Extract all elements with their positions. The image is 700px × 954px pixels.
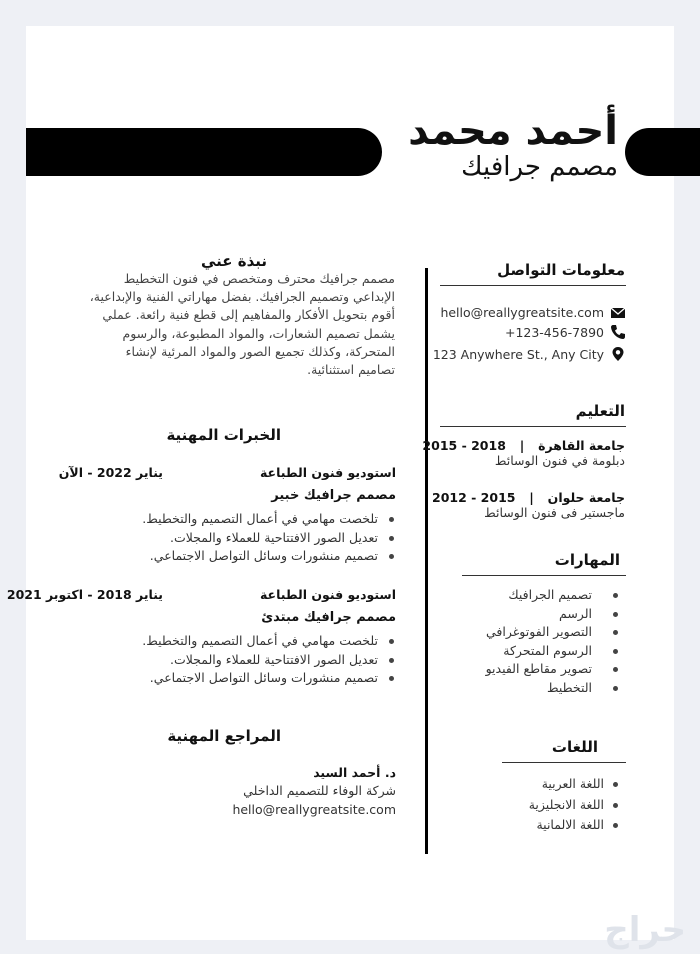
bullet-dot bbox=[389, 517, 394, 522]
about-line: يشمل تصميم الشعارات، والمواد المطبوعة، والرسوم bbox=[122, 325, 395, 341]
job-bullet: تصميم منشورات وسائل التواصل الاجتماعي. bbox=[149, 548, 378, 563]
skill-item: التخطيط bbox=[546, 680, 592, 695]
education-rule bbox=[440, 426, 626, 427]
bullet-dot bbox=[613, 803, 618, 808]
reference-organization: شركة الوفاء للتصميم الداخلي bbox=[243, 783, 396, 798]
school-years: 2015 - 2018 bbox=[422, 438, 506, 453]
header-band-left bbox=[26, 128, 382, 176]
job-title: مصمم جرافيك bbox=[461, 152, 618, 182]
job-dates: يناير 2018 - اكتوبر 2021 bbox=[6, 587, 163, 602]
location-pin-icon bbox=[610, 346, 626, 362]
about-heading: نبذة عني bbox=[200, 252, 267, 270]
separator: | bbox=[511, 438, 533, 453]
bullet-dot bbox=[613, 612, 618, 617]
skill-item: تصميم الجرافيك bbox=[508, 587, 592, 602]
job-bullet: تعديل الصور الافتتاحية للعملاء والمجلات. bbox=[169, 651, 378, 667]
language-item: اللغة العربية bbox=[541, 776, 604, 791]
education-item bbox=[422, 435, 625, 454]
contact-address: 123 Anywhere St., Any City bbox=[432, 347, 604, 362]
language-item: اللغة الالمانية bbox=[536, 817, 604, 832]
skills-heading: المهارات bbox=[554, 551, 620, 569]
about-line: المتحركة، وكذلك تجميع الصور والمواد المرئية لإنشاء bbox=[125, 343, 395, 359]
contact-email: hello@reallygreatsite.com bbox=[440, 305, 604, 320]
school-degree: دبلومة في فنون الوسائط bbox=[494, 453, 625, 468]
column-divider bbox=[425, 268, 428, 854]
school-name: جامعة حلوان bbox=[547, 490, 625, 505]
education-item bbox=[432, 487, 625, 506]
education-heading: التعليم bbox=[575, 402, 625, 420]
contact-heading: معلومات التواصل bbox=[497, 261, 625, 279]
references-heading: المراجع المهنية bbox=[167, 727, 281, 745]
skill-item: تصوير مقاطع الفيديو bbox=[485, 661, 592, 677]
school-degree: ماجستير فى فنون الوسائط bbox=[484, 505, 625, 520]
job-bullet: تصميم منشورات وسائل التواصل الاجتماعي. bbox=[149, 670, 378, 685]
bullet-dot bbox=[389, 554, 394, 559]
job-company: استوديو فنون الطباعة bbox=[259, 587, 396, 602]
school-name: جامعة القاهرة bbox=[538, 438, 625, 453]
about-line: تصاميم استثنائية. bbox=[307, 362, 395, 378]
language-item: اللغة الانجليزية bbox=[528, 796, 604, 812]
separator: | bbox=[520, 490, 543, 505]
job-company: استوديو فنون الطباعة bbox=[259, 465, 396, 480]
languages-heading: اللغات bbox=[551, 738, 598, 756]
bullet-dot bbox=[389, 658, 394, 663]
about-line: أقوم بتحويل الأفكار والمفاهيم إلى قطع فنية رائعة. عملي bbox=[102, 307, 395, 323]
job-bullet: تلخصت مهامي في أعمال التصميم والتخطيط. bbox=[142, 633, 378, 648]
reference-name: د. أحمد السيد bbox=[313, 765, 396, 780]
bullet-dot bbox=[613, 649, 618, 654]
about-line: الإبداعي وتصميم الجرافيك. بفضل مهاراتي الفنية والإبداعية، bbox=[89, 289, 395, 305]
skill-item: الرسم bbox=[559, 605, 592, 621]
skill-item: الرسوم المتحركة bbox=[503, 642, 592, 658]
school-years: 2012 - 2015 bbox=[432, 490, 516, 505]
bullet-dot bbox=[389, 676, 394, 681]
bullet-dot bbox=[613, 782, 618, 787]
job-role: مصمم جرافيك مبتدئ bbox=[261, 610, 396, 625]
phone-icon bbox=[610, 324, 626, 340]
contact-phone: +123-456-7890 bbox=[504, 325, 604, 340]
bullet-dot bbox=[389, 536, 394, 541]
job-dates: يناير 2022 - الآن bbox=[58, 465, 163, 480]
bullet-dot bbox=[613, 823, 618, 828]
languages-rule bbox=[502, 762, 626, 763]
skills-rule bbox=[462, 575, 626, 576]
about-paragraph bbox=[65, 270, 395, 379]
job-role: مصمم جرافيك خبير bbox=[271, 488, 396, 503]
contact-rule bbox=[440, 285, 626, 286]
about-line: مصمم جرافيك محترف ومتخصص في فنون التخطيط bbox=[123, 271, 395, 286]
job-bullet: تعديل الصور الافتتاحية للعملاء والمجلات. bbox=[169, 529, 378, 545]
watermark: حراج bbox=[604, 910, 686, 950]
header-band-right bbox=[625, 128, 700, 176]
bullet-dot bbox=[389, 639, 394, 644]
person-name: أحمد محمد bbox=[408, 108, 618, 154]
job-bullet: تلخصت مهامي في أعمال التصميم والتخطيط. bbox=[142, 511, 378, 526]
skill-item: التصوير الفوتوغرافي bbox=[486, 624, 592, 640]
reference-email: hello@reallygreatsite.com bbox=[232, 802, 396, 817]
envelope-icon bbox=[610, 305, 626, 321]
bullet-dot bbox=[613, 593, 618, 598]
bullet-dot bbox=[613, 686, 618, 691]
experience-heading: الخبرات المهنية bbox=[166, 426, 281, 444]
